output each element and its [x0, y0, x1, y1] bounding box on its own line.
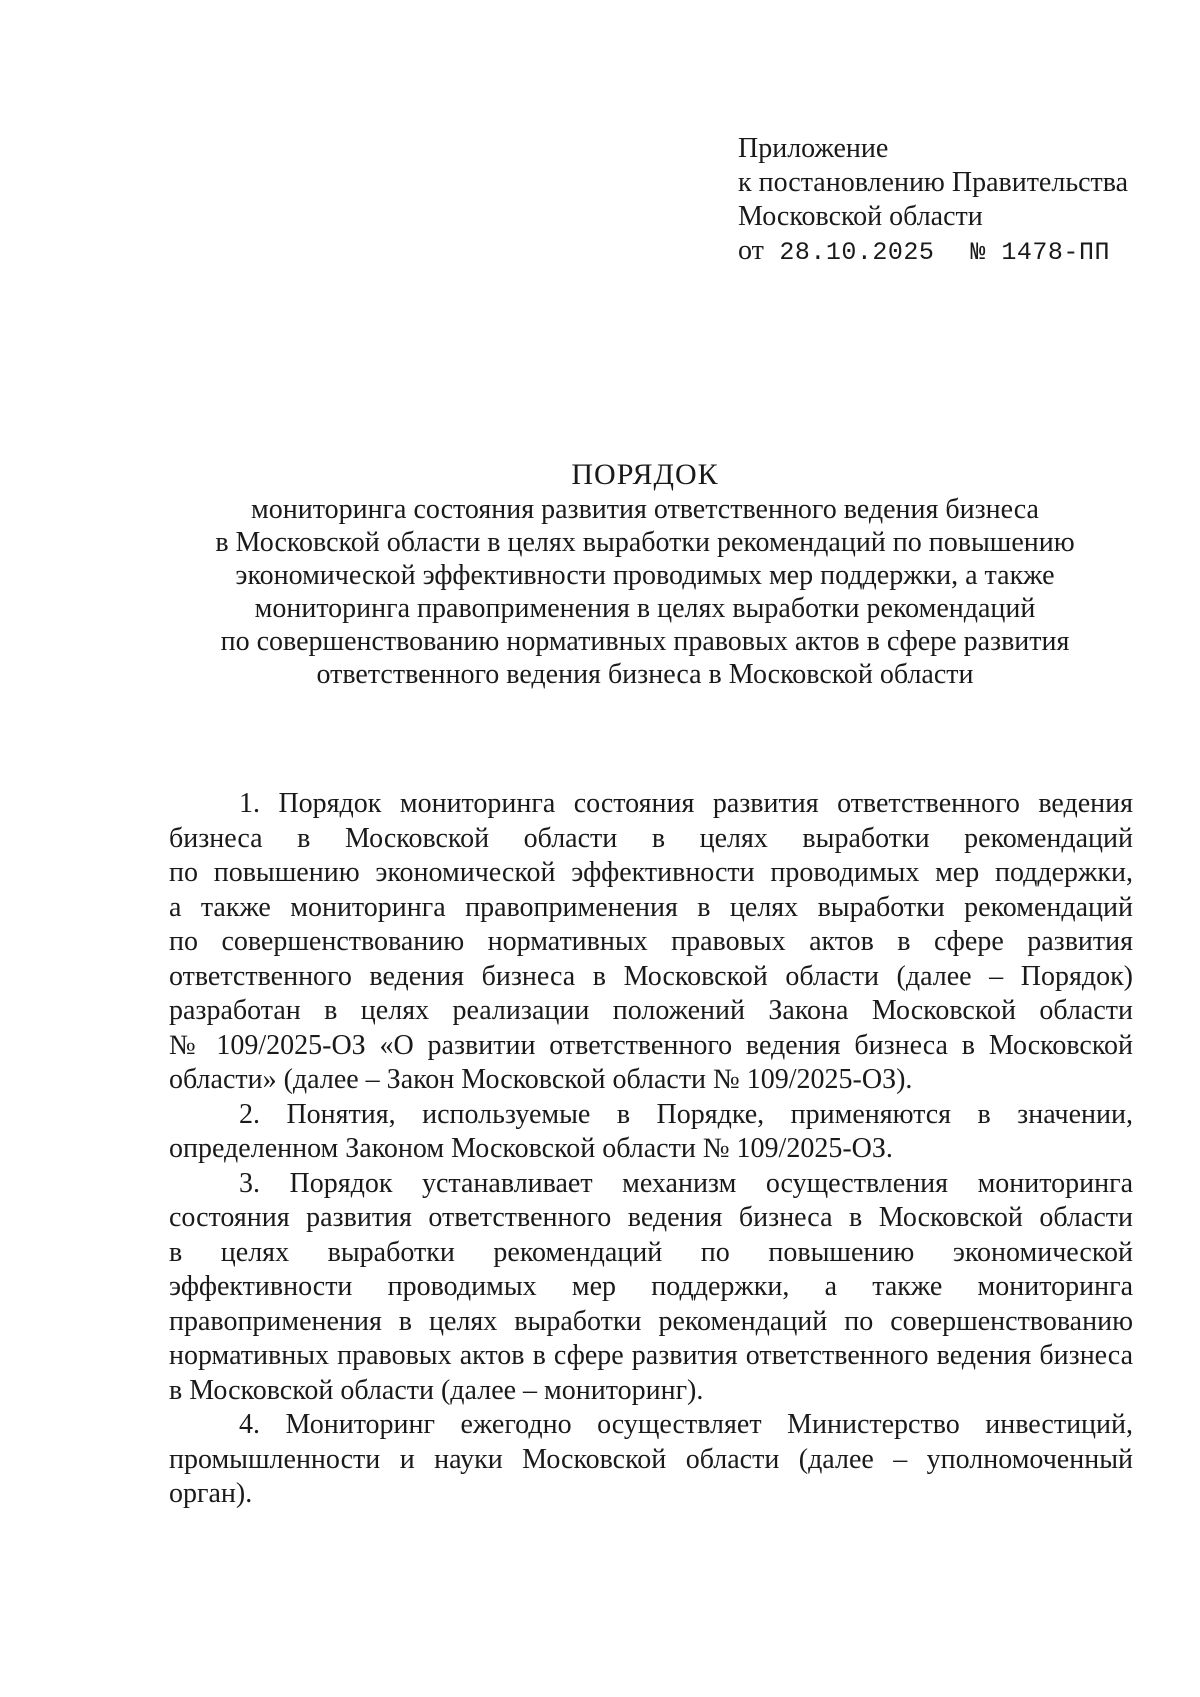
annex-date: 28.10.2025: [779, 238, 935, 267]
title-line: мониторинга правоприменения в целях выработки рекомендаций: [254, 593, 1036, 624]
annex-title: Приложение: [738, 133, 889, 164]
paragraph-line: определенном Законом Московской области № 109/2025-ОЗ.: [169, 1133, 893, 1164]
paragraph-line: правоприменения в целях выработки рекомендаций по совершенствованию: [169, 1305, 1133, 1337]
paragraph-4: [169, 1408, 1133, 1512]
paragraph-line: в целях выработки рекомендаций по повышению экономической: [169, 1236, 1133, 1268]
paragraph-line: 2. Понятия, используемые в Порядке, применяются в значении,: [239, 1098, 1133, 1130]
document-title: [120, 458, 1170, 691]
paragraph-line: 1. Порядок мониторинга состояния развития ответственного ведения: [239, 788, 1133, 819]
annex-date-prefix: от: [738, 235, 764, 266]
paragraph-line: промышленности и науки Московской области (далее – уполномоченный: [169, 1443, 1133, 1475]
paragraph-line: № 109/2025-ОЗ «О развитии ответственного ведения бизнеса в Московской: [169, 1029, 1133, 1061]
paragraph-1: [169, 787, 1133, 1098]
annex-region: Московской области: [738, 201, 983, 232]
paragraph-line: в Московской области (далее – мониторинг).: [169, 1374, 704, 1406]
document-heading: ПОРЯДОК: [571, 458, 719, 491]
paragraph-line: эффективности проводимых мер поддержки, а также мониторинга: [169, 1271, 1133, 1302]
paragraph-line: а также мониторинга правоприменения в целях выработки рекомендаций: [169, 891, 1133, 923]
paragraph-line: бизнеса в Московской области в целях выработки рекомендаций: [169, 822, 1133, 854]
title-line: по совершенствованию нормативных правовых актов в сфере развития: [220, 626, 1070, 657]
annex-reference: к постановлению Правительства: [738, 167, 1129, 198]
paragraph-line: состояния развития ответственного ведения бизнеса в Московской области: [169, 1202, 1133, 1233]
paragraph-line: разработан в целях реализации положений Закона Московской области: [169, 995, 1133, 1026]
paragraph-line: по повышению экономической эффективности проводимых мер поддержки,: [169, 857, 1133, 888]
paragraph-2: [169, 1098, 1133, 1167]
paragraph-line: 3. Порядок устанавливает механизм осуществления мониторинга: [239, 1167, 1133, 1199]
title-line: ответственного ведения бизнеса в Московской области: [316, 659, 974, 690]
annex-number: № 1478-ПП: [970, 238, 1110, 267]
paragraph-line: области» (далее – Закон Московской области № 109/2025-ОЗ).: [169, 1064, 913, 1095]
paragraph-line: 4. Мониторинг ежегодно осуществляет Министерство инвестиций,: [239, 1409, 1133, 1440]
annex-date-line: [738, 234, 1128, 270]
title-line: экономической эффективности проводимых мер поддержки, а также: [235, 560, 1055, 591]
paragraph-line: по совершенствованию нормативных правовых актов в сфере развития: [169, 926, 1133, 957]
paragraph-line: ответственного ведения бизнеса в Московской области (далее – Порядок): [169, 960, 1133, 992]
paragraph-3: [169, 1167, 1133, 1409]
document-body: [169, 787, 1133, 1512]
title-line: мониторинга состояния развития ответственного ведения бизнеса: [251, 494, 1039, 525]
paragraph-line: орган).: [169, 1478, 253, 1509]
annex-header: [738, 132, 1128, 270]
title-line: в Московской области в целях выработки рекомендаций по повышению: [215, 527, 1075, 558]
paragraph-line: нормативных правовых актов в сфере развития ответственного ведения бизнеса: [169, 1340, 1133, 1371]
